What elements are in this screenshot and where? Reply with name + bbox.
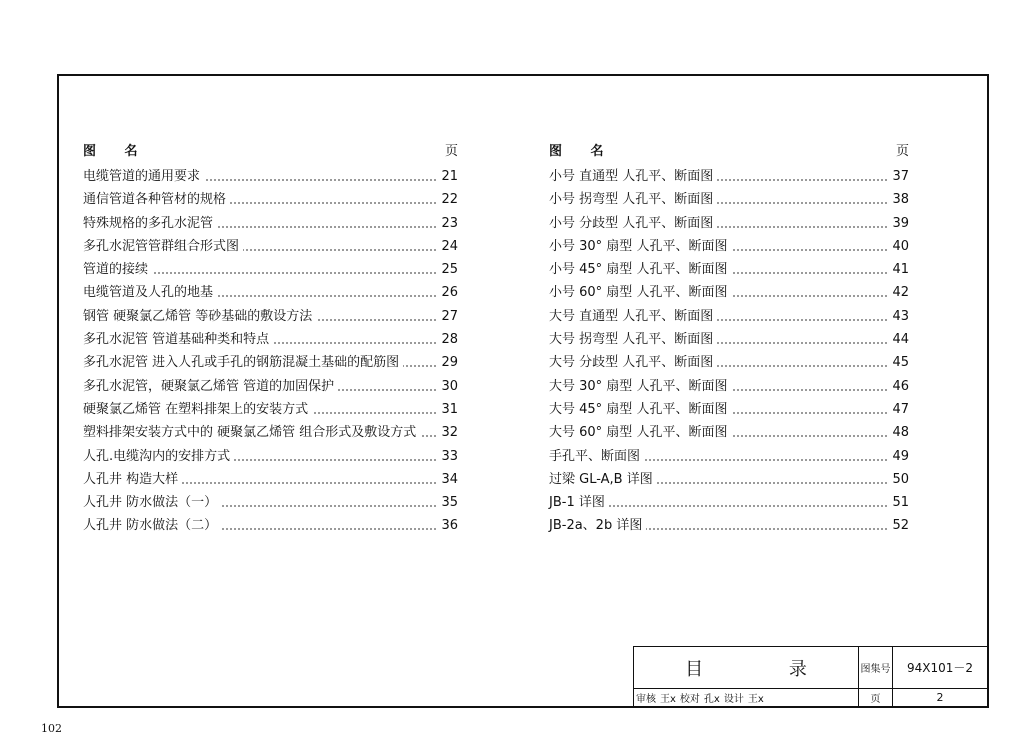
toc-entry-page: 51 <box>889 491 909 514</box>
toc-entry-title: 大号 45° 扇型 人孔平、断面图 <box>549 398 731 421</box>
toc-entry-title: 电缆管道的通用要求 <box>83 165 204 188</box>
toc-entry <box>549 375 909 398</box>
toc-entry <box>83 398 458 421</box>
toc-entry <box>549 165 909 188</box>
toc-entry <box>549 235 909 258</box>
toc-entry-title: 电缆管道及人孔的地基 <box>83 281 217 304</box>
toc-entry-title: 过梁 GL-A,B 详图 <box>549 468 657 491</box>
toc-entry <box>549 398 909 421</box>
toc-entry-title: 通信管道各种管材的规格 <box>83 188 230 211</box>
toc-entry-page: 24 <box>438 235 458 258</box>
toc-entry-page: 39 <box>889 212 909 235</box>
toc-entry-title: 管道的接续 <box>83 258 152 281</box>
toc-entry-page: 23 <box>438 212 458 235</box>
toc-entry-page: 27 <box>438 305 458 328</box>
toc-entry <box>549 491 909 514</box>
toc-entry-title: 多孔水泥管管群组合形式图 <box>83 235 243 258</box>
review-label: 审核 <box>636 694 656 705</box>
column-title: 图 名 <box>83 144 150 159</box>
toc-entry-page: 26 <box>438 281 458 304</box>
page-number: 2 <box>893 689 988 707</box>
toc-entry-title: 小号 拐弯型 人孔平、断面图 <box>549 188 717 211</box>
toc-left-header <box>83 140 458 160</box>
toc-entry-page: 37 <box>889 165 909 188</box>
toc-entry-title: 硬聚氯乙烯管 在塑料排架上的安装方式 <box>83 398 312 421</box>
toc-entry-title: 小号 30° 扇型 人孔平、断面图 <box>549 235 731 258</box>
check-signature: 孔x <box>703 694 720 705</box>
toc-entry <box>83 235 458 258</box>
toc-entry-title: 塑料排架安装方式中的 硬聚氯乙烯管 组合形式及敷设方式 <box>83 421 420 444</box>
toc-entry-title: 人孔井 防水做法（二） <box>83 514 221 537</box>
toc-entry <box>83 491 458 514</box>
toc-right-column <box>549 140 909 538</box>
toc-entry <box>549 421 909 444</box>
design-signature: 王x <box>747 694 764 705</box>
toc-entry <box>83 212 458 235</box>
toc-entry <box>83 258 458 281</box>
toc-entry-title: 大号 60° 扇型 人孔平、断面图 <box>549 421 731 444</box>
toc-left-column <box>83 140 458 538</box>
toc-entry-title: 小号 直通型 人孔平、断面图 <box>549 165 717 188</box>
toc-entry-page: 33 <box>438 445 458 468</box>
toc-entry-page: 45 <box>889 351 909 374</box>
toc-entry-page: 34 <box>438 468 458 491</box>
toc-entry <box>83 281 458 304</box>
toc-entry-page: 22 <box>438 188 458 211</box>
design-label: 设计 <box>723 694 744 705</box>
toc-entry <box>549 212 909 235</box>
check-label: 校对 <box>679 694 700 705</box>
toc-entry-page: 47 <box>889 398 909 421</box>
toc-entry-title: JB-2a、2b 详图 <box>549 514 646 537</box>
toc-entry-page: 50 <box>889 468 909 491</box>
toc-right-header <box>549 140 909 160</box>
toc-entry <box>83 165 458 188</box>
toc-entry <box>83 328 458 351</box>
toc-entry <box>83 514 458 537</box>
toc-entry-page: 48 <box>889 421 909 444</box>
toc-entry-page: 52 <box>889 514 909 537</box>
toc-entry-title: 人孔井 防水做法（一） <box>83 491 221 514</box>
toc-entry-title: 多孔水泥管 进入人孔或手孔的钢筋混凝土基础的配筋图 <box>83 351 403 374</box>
toc-entry-title: 小号 分歧型 人孔平、断面图 <box>549 212 717 235</box>
page-label: 页 <box>859 689 893 707</box>
toc-entry-page: 30 <box>438 375 458 398</box>
toc-entry-page: 35 <box>438 491 458 514</box>
atlas-number-label: 图集号 <box>859 647 893 689</box>
toc-entry <box>83 445 458 468</box>
toc-entry-page: 31 <box>438 398 458 421</box>
page-column-label: 页 <box>444 144 458 159</box>
toc-left-list <box>83 165 458 538</box>
toc-entry <box>549 328 909 351</box>
toc-entry-page: 25 <box>438 258 458 281</box>
toc-entry <box>83 421 458 444</box>
toc-entry <box>549 351 909 374</box>
title-block-title: 目 录 <box>634 647 859 689</box>
toc-entry-title: 大号 30° 扇型 人孔平、断面图 <box>549 375 731 398</box>
toc-entry-page: 43 <box>889 305 909 328</box>
toc-entry-title: JB-1 详图 <box>549 491 609 514</box>
toc-entry-title: 人孔.电缆沟内的安排方式 <box>83 445 234 468</box>
toc-entry <box>83 305 458 328</box>
toc-entry-title: 大号 拐弯型 人孔平、断面图 <box>549 328 717 351</box>
toc-entry-title: 小号 45° 扇型 人孔平、断面图 <box>549 258 731 281</box>
toc-entry <box>549 258 909 281</box>
atlas-number: 94X101－2 <box>893 647 988 689</box>
toc-entry-title: 多孔水泥管 管道基础种类和特点 <box>83 328 273 351</box>
toc-entry-title: 大号 直通型 人孔平、断面图 <box>549 305 717 328</box>
toc-entry <box>549 445 909 468</box>
toc-entry-title: 人孔井 构造大样 <box>83 468 182 491</box>
toc-entry <box>549 188 909 211</box>
toc-entry-title: 大号 分歧型 人孔平、断面图 <box>549 351 717 374</box>
book-page-number: 102 <box>41 722 62 735</box>
toc-entry-page: 21 <box>438 165 458 188</box>
toc-entry-page: 41 <box>889 258 909 281</box>
toc-entry-title: 多孔水泥管，硬聚氯乙烯管 管道的加固保护 <box>83 375 338 398</box>
toc-entry <box>83 468 458 491</box>
toc-entry-title: 特殊规格的多孔水泥管 <box>83 212 217 235</box>
toc-entry-title: 手孔平、断面图 <box>549 445 644 468</box>
page-column-label: 页 <box>895 144 909 159</box>
column-title: 图 名 <box>549 144 616 159</box>
toc-entry-page: 29 <box>438 351 458 374</box>
toc-entry-page: 38 <box>889 188 909 211</box>
toc-entry-page: 40 <box>889 235 909 258</box>
toc-entry <box>83 375 458 398</box>
toc-entry-page: 32 <box>438 421 458 444</box>
toc-entry <box>83 351 458 374</box>
toc-right-list <box>549 165 909 538</box>
toc-entry-title: 钢管 硬聚氯乙烯管 等砂基础的敷设方法 <box>83 305 316 328</box>
toc-entry-page: 44 <box>889 328 909 351</box>
toc-entry-page: 42 <box>889 281 909 304</box>
signature-row <box>634 689 859 707</box>
toc-entry <box>549 305 909 328</box>
toc-entry-title: 小号 60° 扇型 人孔平、断面图 <box>549 281 731 304</box>
toc-entry <box>83 188 458 211</box>
review-signature: 王x <box>660 694 676 705</box>
title-block <box>633 646 988 707</box>
toc-entry <box>549 281 909 304</box>
toc-entry <box>549 514 909 537</box>
toc-entry <box>549 468 909 491</box>
toc-entry-page: 36 <box>438 514 458 537</box>
toc-entry-page: 49 <box>889 445 909 468</box>
toc-entry-page: 28 <box>438 328 458 351</box>
toc-entry-page: 46 <box>889 375 909 398</box>
